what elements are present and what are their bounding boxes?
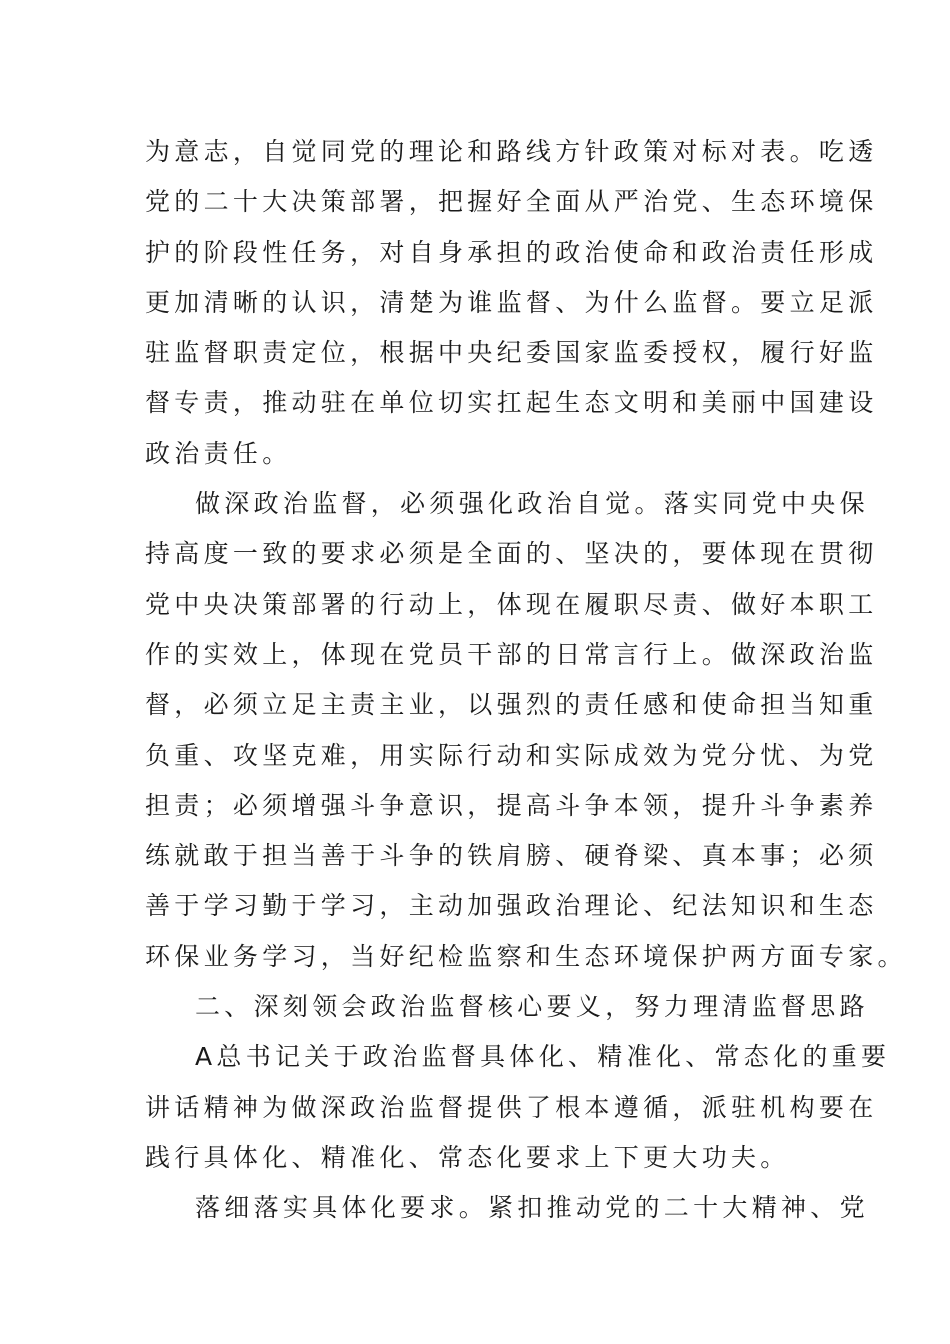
- text-line: 督，必须立足主责主业，以强烈的责任感和使命担当知重: [145, 690, 878, 720]
- text-line: 环保业务学习，当好纪检监察和生态环境保护两方面专家。: [145, 941, 907, 971]
- text-line: 持高度一致的要求必须是全面的、坚决的，要体现在贯彻: [145, 539, 878, 569]
- text-line: 党中央决策部署的行动上，体现在履职尽责、做好本职工: [145, 589, 878, 619]
- text-line: 政治责任。: [145, 438, 292, 468]
- text-line: 做深政治监督，必须强化政治自觉。落实同党中央保: [195, 489, 869, 519]
- text-line: 讲话精神为做深政治监督提供了根本遵循，派驻机构要在: [145, 1092, 878, 1122]
- body-text: [145, 127, 907, 1234]
- text-line: 党的二十大决策部署，把握好全面从严治党、生态环境保: [145, 187, 878, 217]
- text-line: 练就敢于担当善于斗争的铁肩膀、硬脊梁、真本事；必须: [145, 841, 878, 871]
- text-line: 二、深刻领会政治监督核心要义，努力理清监督思路: [195, 992, 869, 1022]
- text-line: 作的实效上，体现在党员干部的日常言行上。做深政治监: [145, 639, 878, 669]
- text-line: 督专责，推动驻在单位切实扛起生态文明和美丽中国建设: [145, 388, 878, 418]
- text-line: 为意志，自觉同党的理论和路线方针政策对标对表。吃透: [145, 137, 878, 166]
- text-line: 落细落实具体化要求。紧扣推动党的二十大精神、党: [195, 1193, 869, 1223]
- text-line: 负重、攻坚克难，用实际行动和实际成效为党分忧、为党: [145, 740, 878, 770]
- text-line: 更加清晰的认识，清楚为谁监督、为什么监督。要立足派: [145, 287, 878, 317]
- text-line: 驻监督职责定位，根据中央纪委国家监委授权，履行好监: [145, 338, 878, 368]
- text-line: 担责；必须增强斗争意识，提高斗争本领，提升斗争素养: [145, 790, 878, 820]
- text-line: 护的阶段性任务，对自身承担的政治使命和政治责任形成: [145, 237, 878, 267]
- text-line: A总书记关于政治监督具体化、精准化、常态化的重要: [195, 1042, 891, 1072]
- text-line: 善于学习勤于学习，主动加强政治理论、纪法知识和生态: [145, 891, 878, 921]
- text-line: 践行具体化、精准化、常态化要求上下更大功夫。: [145, 1142, 790, 1172]
